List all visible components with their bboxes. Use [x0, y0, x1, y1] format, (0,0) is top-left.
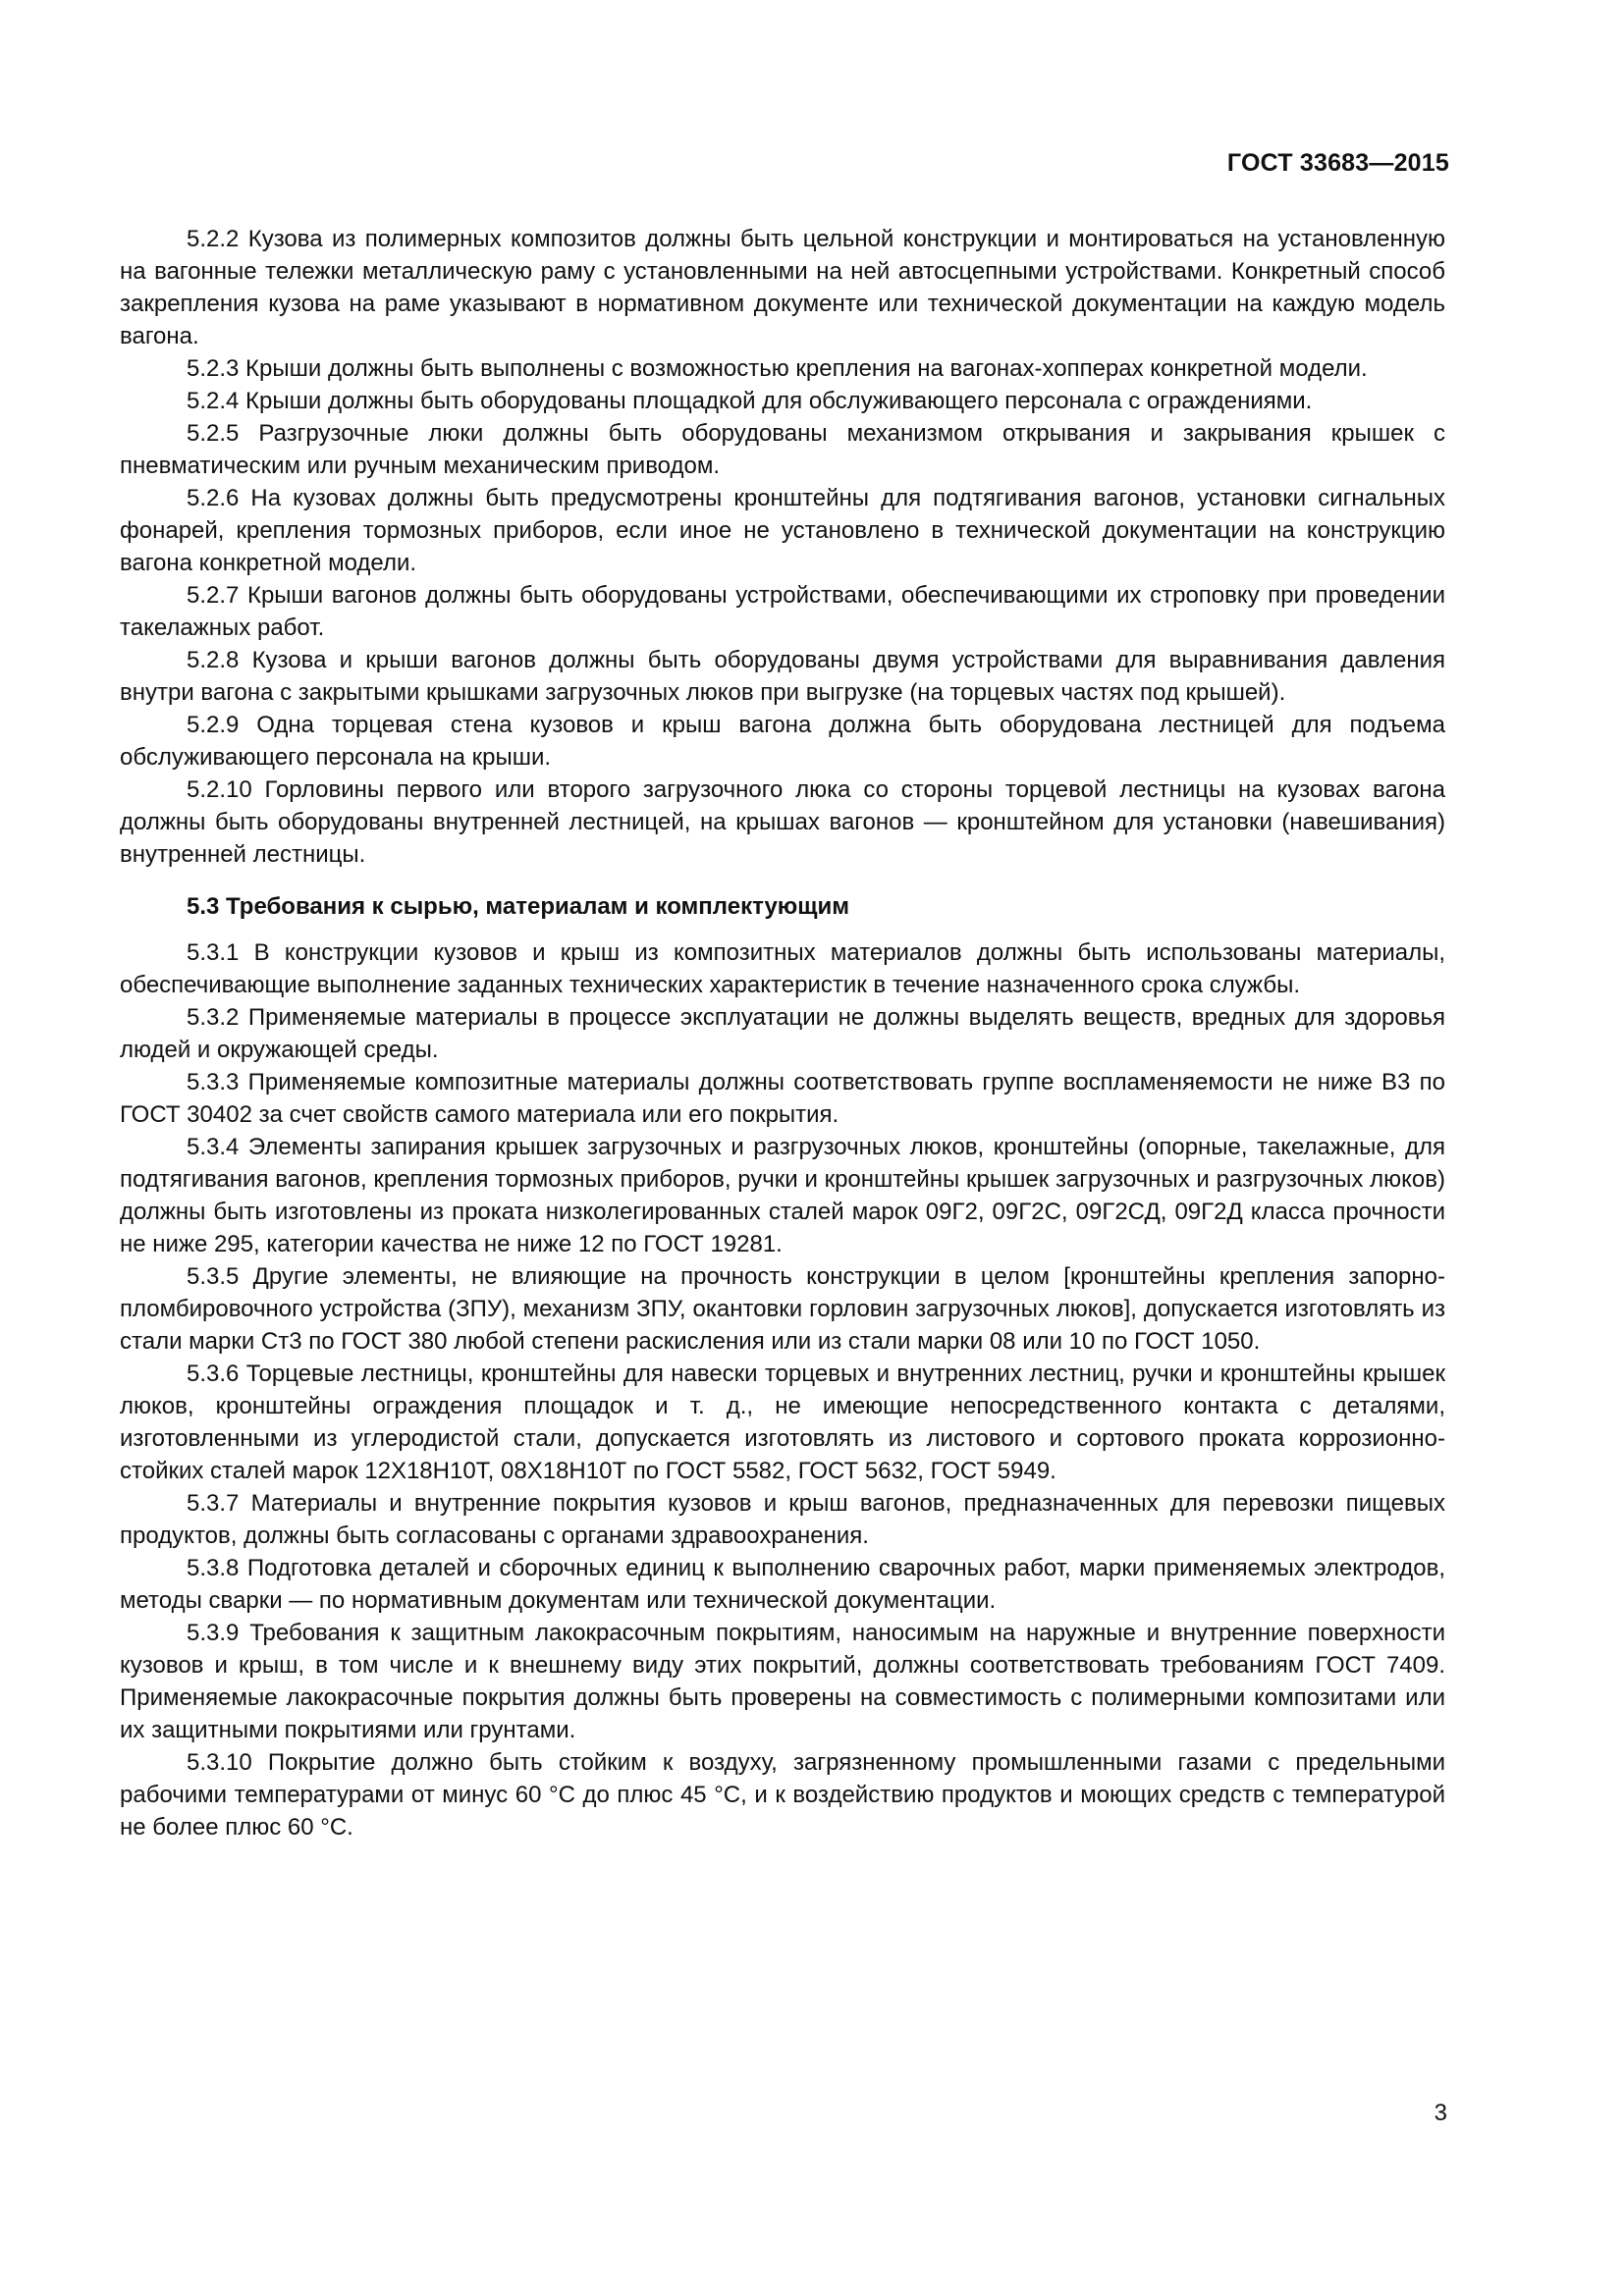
- paragraph-5-2-4: 5.2.4 Крыши должны быть оборудованы площадкой для обслуживающего персонала с ограждениями.: [187, 388, 1313, 414]
- standard-designation: ГОСТ 33683—2015: [1226, 149, 1449, 177]
- paragraph-5-3-3: 5.3.3 Применяемые композитные материалы должны соответствовать группе воспламеняемости не ниже В3 по ГОСТ 30402 за счет свойств самого материала или его покрытия.: [120, 1069, 1445, 1128]
- paragraph-5-3-8: 5.3.8 Подготовка деталей и сборочных единиц к выполнению сварочных работ, марки применяемых электродов, методы сварки — по нормативным документам или технической документации.: [120, 1555, 1445, 1614]
- paragraph-5-3-2: 5.3.2 Применяемые материалы в процессе эксплуатации не должны выделять веществ, вредных для здоровья людей и окружающей среды.: [120, 1004, 1445, 1063]
- page-number: 3: [1434, 2100, 1447, 2126]
- paragraph-5-2-3: 5.2.3 Крыши должны быть выполнены с возможностью крепления на вагонах-хопперах конкретной модели.: [187, 355, 1368, 382]
- paragraph-5-2-7: 5.2.7 Крыши вагонов должны быть оборудованы устройствами, обеспечивающими их строповку при проведении такелажных работ.: [120, 582, 1445, 641]
- paragraph-5-2-9: 5.2.9 Одна торцевая стена кузовов и крыш вагона должна быть оборудована лестницей для подъема обслуживающего персонала на крыши.: [120, 712, 1445, 771]
- paragraph-5-2-6: 5.2.6 На кузовах должны быть предусмотрены кронштейны для подтягивания вагонов, установки сигнальных фонарей, крепления тормозных приборов, если иное не установлено в технической документации на конструкцию вагона конкретной модели.: [120, 485, 1445, 576]
- paragraph-5-3-5: 5.3.5 Другие элементы, не влияющие на прочность конструкции в целом [кронштейны крепления запорно-пломбировочного устройства (ЗПУ), механизм ЗПУ, окантовки горловин загрузочных люков], допускается изготовлять из стали марки Ст3 по ГОСТ 380 любой степени раскисления или из стали марки 08 или 10 по ГОСТ 1050.: [120, 1263, 1445, 1355]
- paragraph-5-2-10: 5.2.10 Горловины первого или второго загрузочного люка со стороны торцевой лестницы на кузовах вагона должны быть оборудованы внутренней лестницей, на крышах вагонов — кронштейном для установки (навешивания) внутренней лестницы.: [120, 776, 1445, 868]
- paragraph-5-3-7: 5.3.7 Материалы и внутренние покрытия кузовов и крыш вагонов, предназначенных для перевозки пищевых продуктов, должны быть согласованы с органами здравоохранения.: [120, 1490, 1445, 1549]
- document-body: [120, 223, 1445, 1843]
- paragraph-5-3-10: 5.3.10 Покрытие должно быть стойким к воздуху, загрязненному промышленными газами с предельными рабочими температурами от минус 60 °С до плюс 45 °С, и к воздействию продуктов и моющих средств с температурой не более плюс 60 °С.: [120, 1749, 1445, 1841]
- section-heading: 5.3 Требования к сырью, материалам и комплектующим: [187, 893, 850, 920]
- paragraph-5-2-8: 5.2.8 Кузова и крыши вагонов должны быть оборудованы двумя устройствами для выравнивания давления внутри вагона с закрытыми крышками загрузочных люков при выгрузке (на торцевых частях под крышей).: [120, 647, 1445, 706]
- paragraph-5-3-1: 5.3.1 В конструкции кузовов и крыш из композитных материалов должны быть использованы материалы, обеспечивающие выполнение заданных технических характеристик в течение назначенного срока службы.: [120, 939, 1445, 998]
- paragraph-5-3-6: 5.3.6 Торцевые лестницы, кронштейны для навески торцевых и внутренних лестниц, ручки и кронштейны крышек люков, кронштейны ограждения площадок и т. д., не имеющие непосредственного контакта с деталями, изготовленными из углеродистой стали, допускается изготовлять из листового и сортового проката коррозионно-стойких сталей марок 12Х18Н10Т, 08Х18Н10Т по ГОСТ 5582, ГОСТ 5632, ГОСТ 5949.: [120, 1361, 1445, 1484]
- paragraph-5-2-2: 5.2.2 Кузова из полимерных композитов должны быть цельной конструкции и монтироваться на установленную на вагонные тележки металлическую раму с установленными на ней автосцепными устройствами. Конкретный способ закрепления кузова на раме указывают в нормативном документе или технической документации на каждую модель вагона.: [120, 226, 1445, 349]
- paragraph-5-3-9: 5.3.9 Требования к защитным лакокрасочным покрытиям, наносимым на наружные и внутренние поверхности кузовов и крыш, в том числе и к внешнему виду этих покрытий, должны соответствовать требованиям ГОСТ 7409. Применяемые лакокрасочные покрытия должны быть проверены на совместимость с полимерными композитами или их защитными покрытиями или грунтами.: [120, 1620, 1445, 1743]
- paragraph-5-3-4: 5.3.4 Элементы запирания крышек загрузочных и разгрузочных люков, кронштейны (опорные, такелажные, для подтягивания вагонов, крепления тормозных приборов, ручки и кронштейны крышек загрузочных и разгрузочных люков) должны быть изготовлены из проката низколегированных сталей марок 09Г2, 09Г2С, 09Г2СД, 09Г2Д класса прочности не ниже 295, категории качества не ниже 12 по ГОСТ 19281.: [120, 1134, 1445, 1257]
- paragraph-5-2-5: 5.2.5 Разгрузочные люки должны быть оборудованы механизмом открывания и закрывания крышек с пневматическим или ручным механическим приводом.: [120, 420, 1445, 479]
